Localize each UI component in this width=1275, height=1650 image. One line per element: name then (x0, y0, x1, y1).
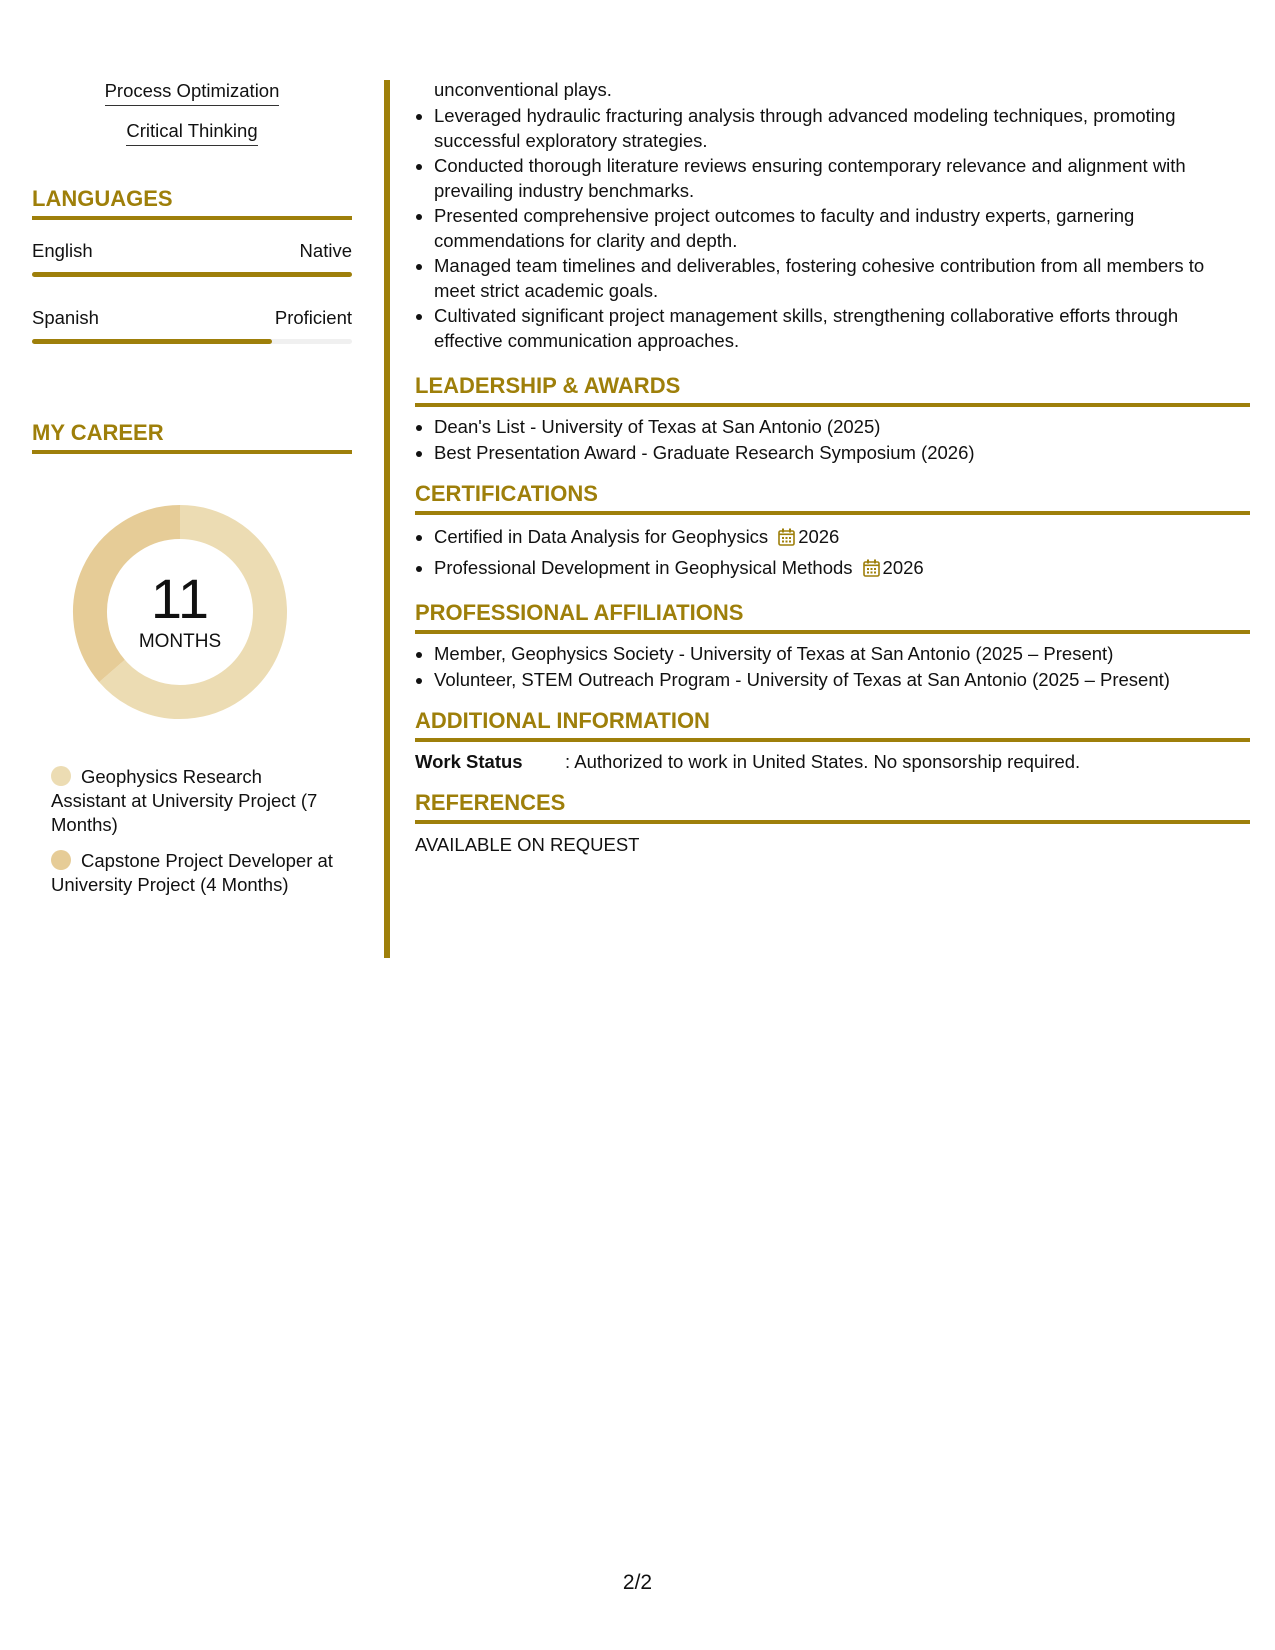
certification-item (434, 523, 1250, 553)
work-status-row (415, 750, 1250, 774)
bullet-item: • Presented comprehensive project outcomes to faculty and industry experts, garnering commendations for clarity and depth. (434, 204, 1250, 253)
references-text: AVAILABLE ON REQUEST (415, 834, 640, 855)
career-total: 11 (150, 567, 210, 630)
additional-info-heading: ADDITIONAL INFORMATION (415, 708, 1250, 742)
column-divider (384, 80, 390, 958)
career-unit: MONTHS (138, 631, 222, 652)
left-column (32, 80, 352, 909)
legend-item (51, 849, 341, 897)
career-legend (51, 765, 341, 897)
bullet-item: • Leveraged hydraulic fracturing analysis through advanced modeling techniques, promoting successful exploratory strategies. (434, 104, 1250, 153)
language-bar-fill (32, 339, 272, 344)
right-column (415, 78, 1250, 857)
language-name: Spanish (32, 307, 99, 328)
experience-bullets (415, 104, 1250, 353)
calendar-icon (778, 526, 795, 553)
affiliation-item: • Volunteer, STEM Outreach Program - University of Texas at San Antonio (2025 – Present) (434, 668, 1250, 693)
affiliation-item: • Member, Geophysics Society - University of Texas at San Antonio (2025 – Present) (434, 642, 1250, 667)
certification-name: Certified in Data Analysis for Geophysics (434, 526, 769, 547)
affiliations-list (415, 642, 1250, 692)
work-status-value: : Authorized to work in United States. No sponsorship required. (565, 751, 1081, 772)
bullet-item: • Conducted thorough literature reviews ensuring contemporary relevance and alignment with prevailing industry benchmarks. (434, 154, 1250, 203)
certifications-section (415, 481, 1250, 584)
page-number: 2/2 (622, 1571, 653, 1594)
language-item (32, 307, 352, 344)
references-heading: REFERENCES (415, 790, 1250, 824)
language-level: Native (299, 240, 352, 261)
language-item (32, 240, 352, 277)
language-bar (32, 272, 352, 277)
certifications-heading: CERTIFICATIONS (415, 481, 1250, 515)
career-heading: MY CAREER (32, 420, 352, 454)
affiliations-section (415, 600, 1250, 692)
calendar-icon (863, 557, 880, 584)
leadership-list (415, 415, 1250, 465)
work-status-label: Work Status (415, 751, 523, 772)
award-item: • Dean's List - University of Texas at San Antonio (2025) (434, 415, 1250, 440)
certification-item (434, 554, 1250, 584)
career-donut-chart (65, 497, 295, 727)
language-bar-fill (32, 272, 352, 277)
legend-dot (51, 850, 71, 870)
legend-item (51, 765, 341, 837)
skill-tag: Critical Thinking (126, 120, 257, 146)
languages-heading: LANGUAGES (32, 186, 352, 220)
award-item: • Best Presentation Award - Graduate Research Symposium (2026) (434, 441, 1250, 466)
language-bar (32, 339, 352, 344)
affiliations-heading: PROFESSIONAL AFFILIATIONS (415, 600, 1250, 634)
language-name: English (32, 240, 93, 261)
leadership-heading: LEADERSHIP & AWARDS (415, 373, 1250, 407)
legend-label: Capstone Project Developer at University Project (4 Months) (51, 850, 333, 895)
bullet-item: • Managed team timelines and deliverables, fostering cohesive contribution from all members to meet strict academic goals. (434, 254, 1250, 303)
certifications-list (415, 523, 1250, 584)
leadership-section (415, 373, 1250, 465)
skill-tag: Process Optimization (105, 80, 280, 106)
certification-year: 2026 (882, 557, 924, 578)
certification-year: 2026 (798, 526, 840, 547)
legend-dot (51, 766, 71, 786)
additional-info-section (415, 708, 1250, 774)
legend-label: Geophysics Research Assistant at University Project (7 Months) (51, 766, 318, 835)
language-level: Proficient (274, 307, 352, 328)
experience-continuation: unconventional plays. (434, 79, 612, 100)
bullet-item: • Cultivated significant project management skills, strengthening collaborative efforts through effective communication approaches. (434, 304, 1250, 353)
references-section (415, 790, 1250, 857)
certification-name: Professional Development in Geophysical Methods (434, 557, 853, 578)
